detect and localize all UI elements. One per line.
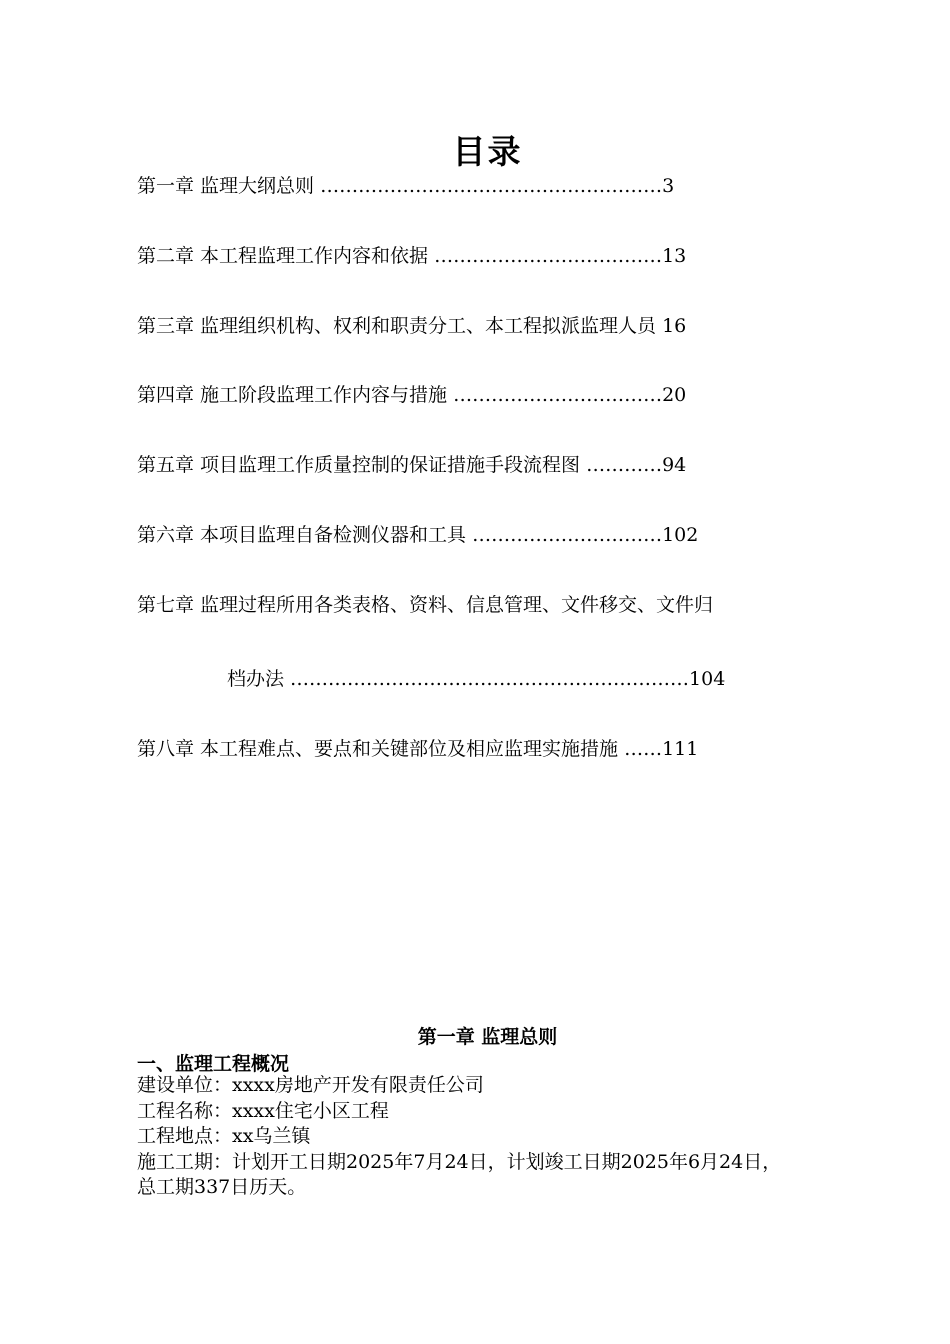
toc-entry-ch5[interactable]: 第五章 项目监理工作质量控制的保证措施手段流程图 …………94: [137, 454, 687, 476]
construction-unit-line: 建设单位：xxxx房地产开发有限责任公司: [137, 1074, 484, 1096]
toc-entry-ch6[interactable]: 第六章 本项目监理自备检测仪器和工具 …………………………102: [137, 524, 699, 546]
toc-entry-ch1[interactable]: 第一章 监理大纲总则 ………………………………………………3: [137, 175, 675, 197]
toc-entry-ch2[interactable]: 第二章 本工程监理工作内容和依据 ………………………………13: [137, 245, 687, 267]
project-name-line: 工程名称：xxxx住宅小区工程: [137, 1100, 389, 1122]
section-heading: 一、监理工程概况: [137, 1053, 290, 1075]
toc-entry-ch3[interactable]: 第三章 监理组织机构、权利和职责分工、本工程拟派监理人员 16: [137, 315, 687, 337]
chapter-heading: 第一章 监理总则: [417, 1026, 558, 1048]
toc-entry-ch7[interactable]: 第七章 监理过程所用各类表格、资料、信息管理、文件移交、文件归: [137, 594, 714, 616]
toc-entry-ch8[interactable]: 第八章 本工程难点、要点和关键部位及相应监理实施措施 ……111: [137, 738, 699, 760]
toc-entry-ch4[interactable]: 第四章 施工阶段监理工作内容与措施 ……………………………20: [137, 384, 687, 406]
toc-entry-ch7-continued[interactable]: 档办法 ………………………………………………………104: [227, 668, 726, 690]
project-location-line: 工程地点：xx乌兰镇: [137, 1125, 311, 1147]
toc-title: 目录: [452, 132, 523, 171]
total-duration-line: 总工期337日历天。: [137, 1176, 307, 1198]
construction-period-line: 施工工期：计划开工日期2025年7月24日，计划竣工日期2025年6月24日，: [137, 1151, 782, 1173]
